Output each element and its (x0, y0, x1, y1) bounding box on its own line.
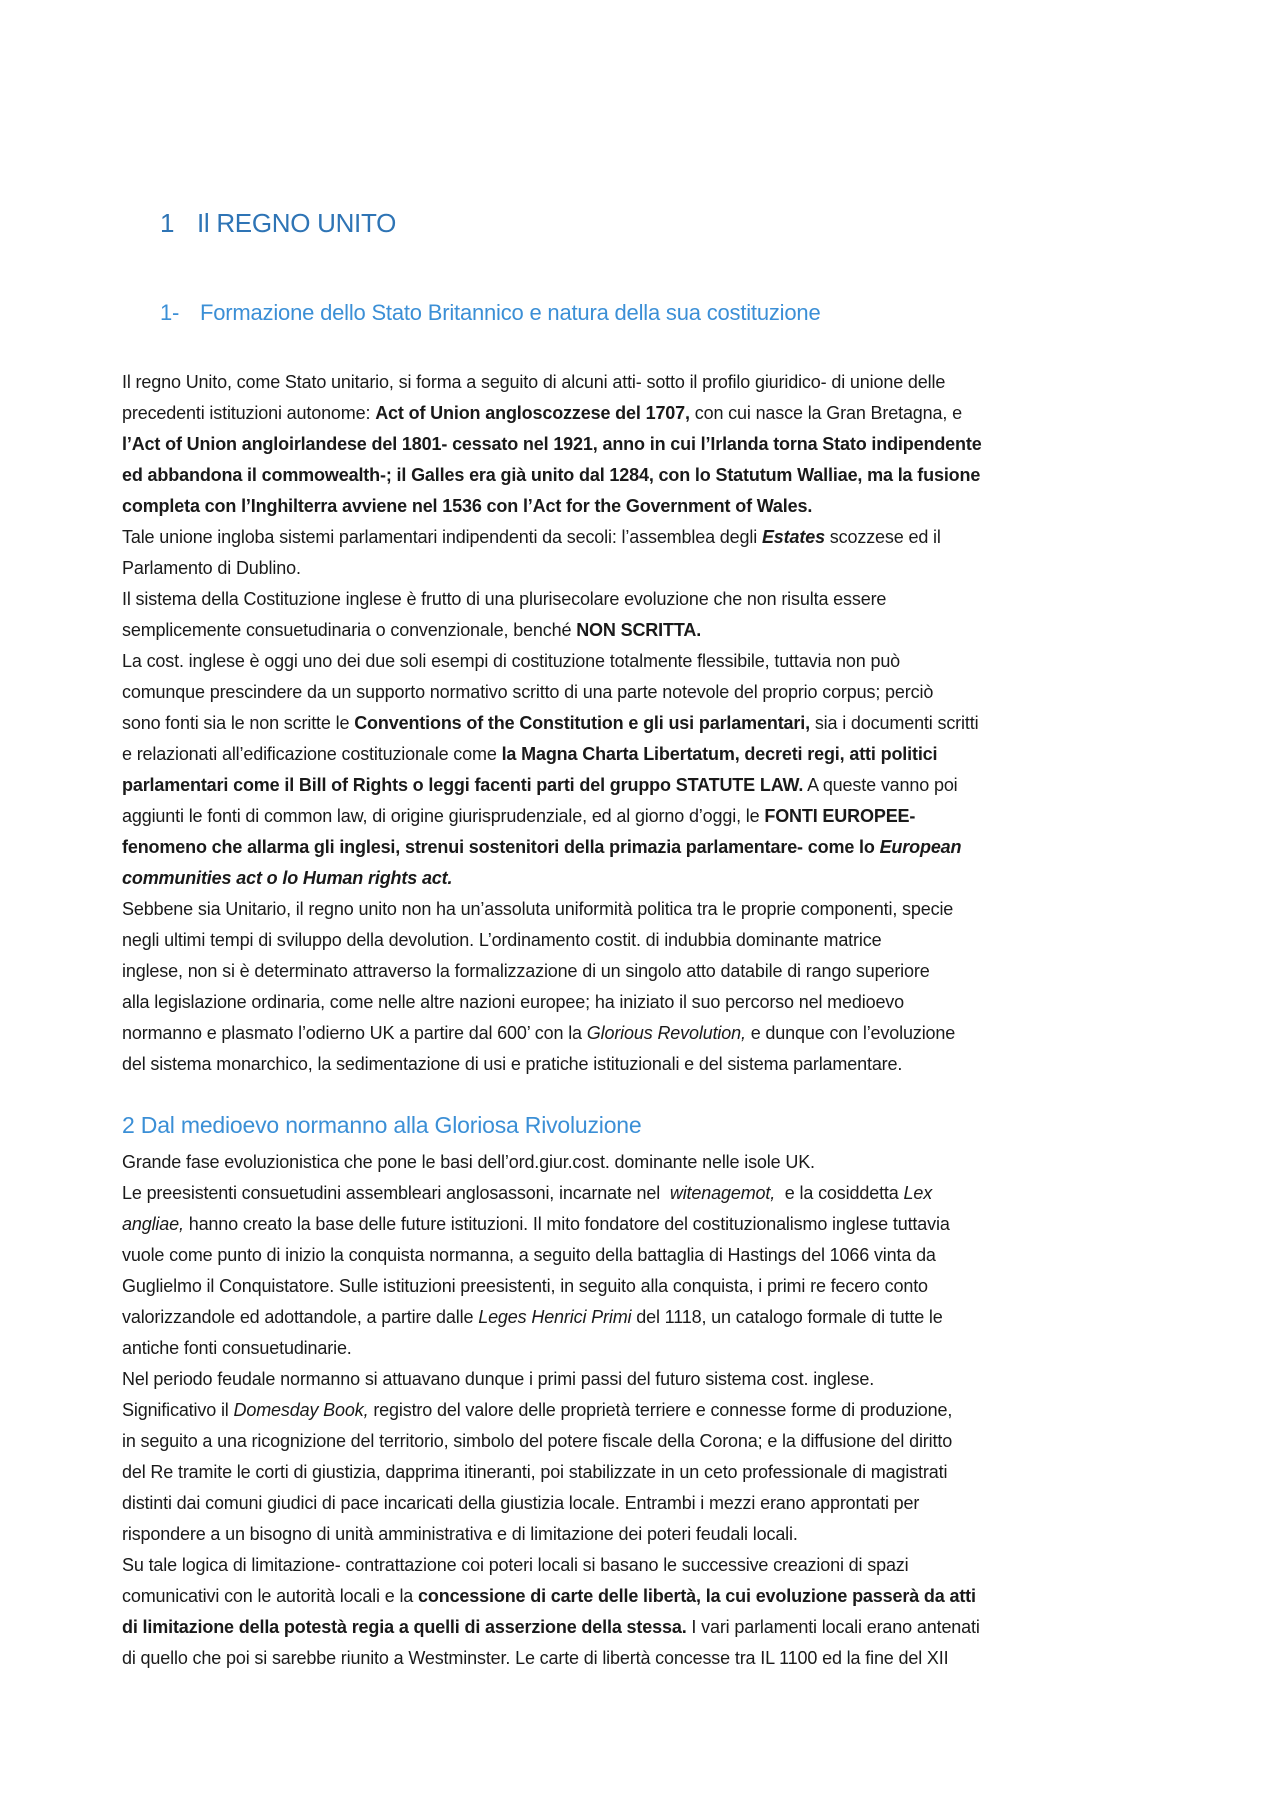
text-line (122, 584, 1172, 615)
text-run: precedenti istituzioni autonome: (122, 403, 376, 423)
text-run: e la cosiddetta (775, 1183, 904, 1203)
text-run: Estates (761, 527, 825, 547)
text-run: valorizzandole ed adottandole, a partire dalle (122, 1307, 479, 1327)
text-run: I vari parlamenti locali erano antenati (686, 1617, 980, 1637)
text-run: A queste vanno poi (803, 775, 958, 795)
text-line (122, 987, 1172, 1018)
section-number: 1- (160, 300, 180, 325)
text-run: l’Act of Union angloirlandese del 1801- cessato nel 1921, anno in cui l’Irlanda torna Stato indipendente (122, 434, 982, 454)
text-run: La cost. inglese è oggi uno dei due soli esempi di costituzione totalmente flessibile, tuttavia non può (122, 651, 901, 671)
text-run: Sebbene sia Unitario, il regno unito non ha un’assoluta uniformità politica tra le proprie componenti, specie (122, 899, 954, 919)
text-run: di quello che poi si sarebbe riunito a Westminster. Le carte di libertà concesse tra IL 1100 ed la fine del XII (122, 1648, 949, 1668)
text-run: del sistema monarchico, la sedimentazione di usi e pratiche istituzionali e del sistema parlamentare. (122, 1054, 903, 1074)
text-line (122, 1643, 1172, 1674)
text-line (122, 367, 1172, 398)
section-1-body (122, 367, 1172, 1080)
text-run: ed abbandona il commowealth-; il Galles era già unito dal 1284, con lo Statutum Walliae, ma la fusione (122, 465, 981, 485)
text-run: registro del valore delle proprietà terriere e connesse forme di produzione, (368, 1400, 953, 1420)
text-run: antiche fonti consuetudinarie. (122, 1338, 352, 1358)
text-run: del Re tramite le corti di giustizia, dapprima itineranti, poi stabilizzate in un ceto professionale di magistrati (122, 1462, 948, 1482)
text-run: Il sistema della Costituzione inglese è frutto di una plurisecolare evoluzione che non risulta essere (122, 589, 887, 609)
text-line (122, 1612, 1172, 1643)
text-run: Domesday Book, (233, 1400, 369, 1420)
text-run: vuole come punto di inizio la conquista normanna, a seguito della battaglia di Hastings del 1066 vinta da (122, 1245, 936, 1265)
text-run: parlamentari come il Bill of Rights o leggi facenti parti del gruppo STATUTE LAW. (122, 775, 804, 795)
text-run: Act of Union angloscozzese del 1707, (375, 403, 690, 423)
text-run: witenagemot, (669, 1183, 776, 1203)
text-line (122, 1178, 1172, 1209)
text-line (122, 491, 1172, 522)
text-run: sono fonti sia le non scritte le (122, 713, 355, 733)
chapter-title: Il REGNO UNITO (197, 208, 397, 238)
text-line (122, 646, 1172, 677)
text-run: aggiunti le fonti di common law, di origine giurisprudenziale, ed al giorno d’oggi, le (122, 806, 765, 826)
text-run: normanno e plasmato l’odierno UK a partire dal 600’ con la (122, 1023, 587, 1043)
text-line (122, 1519, 1172, 1550)
text-line (122, 739, 1172, 770)
text-run: Le preesistenti consuetudini assembleari anglosassoni, incarnate nel (122, 1183, 670, 1203)
text-line (122, 1333, 1172, 1364)
text-run: Lex (903, 1183, 933, 1203)
text-run: fenomeno che allarma gli inglesi, strenui sostenitori della primazia parlamentare- come lo (122, 837, 880, 857)
section-2-body (122, 1147, 1172, 1674)
text-run: European (879, 837, 962, 857)
text-run: completa con l’Inghilterra avviene nel 1536 con l’Act for the Government of Wales. (122, 496, 813, 516)
text-run: in seguito a una ricognizione del territorio, simbolo del potere fiscale della Corona; e la diffusione del diritto (122, 1431, 953, 1451)
text-line (122, 1550, 1172, 1581)
text-line (122, 522, 1172, 553)
chapter-heading (160, 208, 396, 239)
text-line (122, 1240, 1172, 1271)
text-run: Tale unione ingloba sistemi parlamentari indipendenti da secoli: l’assemblea degli (122, 527, 762, 547)
text-run: Conventions of the Constitution e gli usi parlamentari, (354, 713, 810, 733)
section-2-heading: 2 Dal medioevo normanno alla Gloriosa Rivoluzione (122, 1112, 642, 1138)
text-run: sia i documenti scritti (809, 713, 979, 733)
text-run: Glorious Revolution, (586, 1023, 746, 1043)
text-line (122, 1581, 1172, 1612)
text-line (122, 460, 1172, 491)
text-line (122, 863, 1172, 894)
text-run: la Magna Charta Libertatum, decreti regi, atti politici (501, 744, 938, 764)
text-run: rispondere a un bisogno di unità amministrativa e di limitazione dei poteri feudali locali. (122, 1524, 798, 1544)
text-run: comunque prescindere da un supporto normativo scritto di una parte notevole del proprio corpus; perciò (122, 682, 934, 702)
text-run: semplicemente consuetudinaria o convenzionale, benché (122, 620, 577, 640)
text-line (122, 801, 1172, 832)
text-run: distinti dai comuni giudici di pace incaricati della giustizia locale. Entrambi i mezzi erano approntati per (122, 1493, 920, 1513)
text-line (122, 708, 1172, 739)
text-line (122, 1018, 1172, 1049)
section-heading (160, 300, 820, 326)
text-run: del 1118, un catalogo formale di tutte le (631, 1307, 943, 1327)
text-line (122, 832, 1172, 863)
text-line (122, 1395, 1172, 1426)
text-line (122, 677, 1172, 708)
text-line (122, 429, 1172, 460)
text-run: scozzese ed il (824, 527, 941, 547)
text-line (122, 1457, 1172, 1488)
text-run: comunicativi con le autorità locali e la (122, 1586, 419, 1606)
text-run: negli ultimi tempi di sviluppo della devolution. L’ordinamento costit. di indubbia dominante matrice (122, 930, 882, 950)
text-run: di limitazione della potestà regia a quelli di asserzione della stessa. (122, 1617, 687, 1637)
text-run: communities act o lo Human rights act. (122, 868, 453, 888)
text-run: NON SCRITTA. (576, 620, 702, 640)
text-run: con cui nasce la Gran Bretagna, e (689, 403, 962, 423)
text-line (122, 1147, 1172, 1178)
text-line (122, 1302, 1172, 1333)
chapter-number: 1 (160, 208, 175, 238)
section-title: Formazione dello Stato Britannico e natura della sua costituzione (200, 300, 821, 325)
text-run: Il regno Unito, come Stato unitario, si forma a seguito di alcuni atti- sotto il profilo giuridico- di unione delle (122, 372, 946, 392)
text-line (122, 615, 1172, 646)
text-run: alla legislazione ordinaria, come nelle altre nazioni europee; ha iniziato il suo percorso nel medioevo (122, 992, 905, 1012)
text-run: Significativo il (122, 1400, 234, 1420)
text-run: Guglielmo il Conquistatore. Sulle istituzioni preesistenti, in seguito alla conquista, i primi re fecero conto (122, 1276, 928, 1296)
text-line (122, 1049, 1172, 1080)
text-run: Nel periodo feudale normanno si attuavano dunque i primi passi del futuro sistema cost. inglese. (122, 1369, 875, 1389)
text-line (122, 894, 1172, 925)
text-line (122, 956, 1172, 987)
text-run: FONTI EUROPEE- (764, 806, 916, 826)
text-run: e dunque con l’evoluzione (745, 1023, 956, 1043)
text-run: inglese, non si è determinato attraverso la formalizzazione di un singolo atto databile di rango superiore (122, 961, 930, 981)
text-run: e relazionati all’edificazione costituzionale come (122, 744, 502, 764)
text-run: Grande fase evoluzionistica che pone le basi dell’ord.giur.cost. dominante nelle isole UK. (122, 1152, 815, 1172)
text-run: hanno creato la base delle future istituzioni. Il mito fondatore del costituzionalismo inglese tuttavia (183, 1214, 950, 1234)
text-run: Parlamento di Dublino. (122, 558, 301, 578)
text-line (122, 1364, 1172, 1395)
text-line (122, 770, 1172, 801)
text-line (122, 925, 1172, 956)
text-line (122, 398, 1172, 429)
text-line (122, 1271, 1172, 1302)
text-line (122, 1426, 1172, 1457)
text-line (122, 553, 1172, 584)
text-run: concessione di carte delle libertà, la cui evoluzione passerà da atti (418, 1586, 976, 1606)
text-run: Su tale logica di limitazione- contrattazione coi poteri locali si basano le successive creazioni di spazi (122, 1555, 909, 1575)
text-line (122, 1209, 1172, 1240)
text-run: Leges Henrici Primi (478, 1307, 632, 1327)
text-line (122, 1488, 1172, 1519)
text-run: angliae, (122, 1214, 184, 1234)
